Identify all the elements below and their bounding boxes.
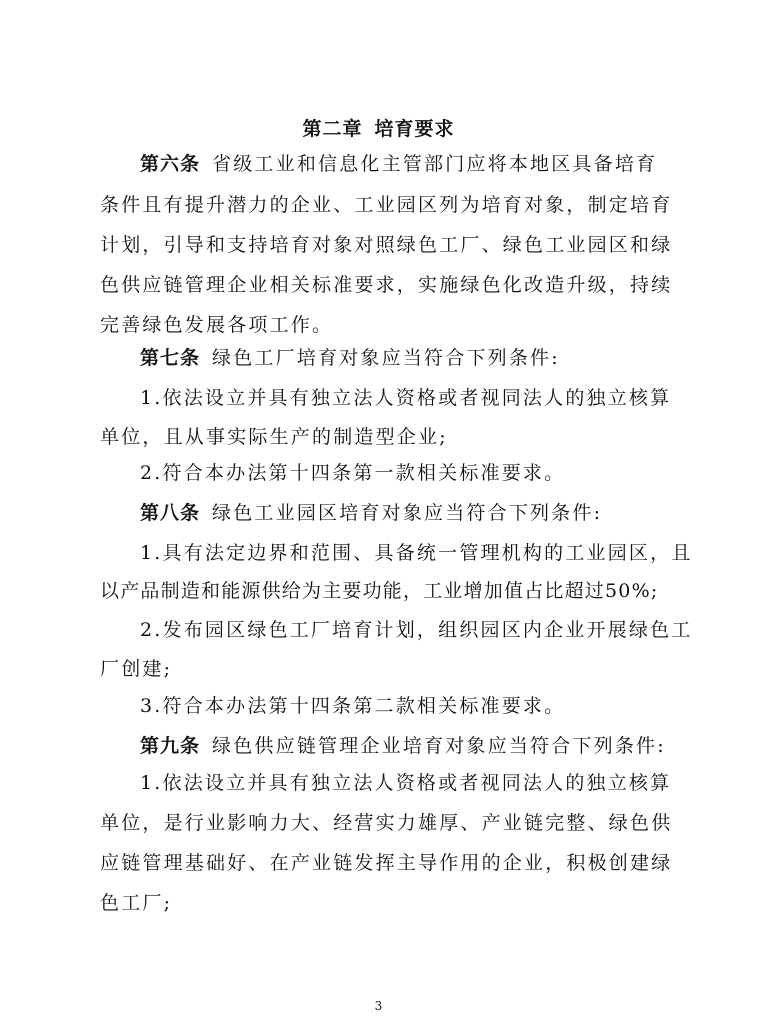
article-6-heading (140, 151, 660, 177)
article-6-line-1: 省级工业和信息化主管部门应将本地区具备培育 (212, 153, 658, 175)
article-6-line-2: 条件且有提升潜力的企业、工业园区列为培育对象，制定培育 (100, 194, 673, 216)
article-8-item-1-line-1: 1.具有法定边界和范围、具备统一管理机构的工业园区，且 (140, 542, 693, 564)
article-9-item-1-line-2: 单位，是行业影响力大、经营实力雄厚、产业链完整、绿色供 (100, 812, 673, 834)
article-9-number: 第九条 (140, 735, 201, 757)
chapter-number: 第二章 (302, 118, 363, 140)
article-8-number: 第八条 (140, 502, 201, 524)
article-8-item-2-line-1: 2.发布园区绿色工厂培育计划，组织园区内企业开展绿色工 (140, 619, 693, 641)
article-6-line-5: 完善绿色发展各项工作。 (100, 314, 334, 336)
article-6-line-3: 计划，引导和支持培育对象对照绿色工厂、绿色工业园区和绿 (100, 234, 673, 256)
article-8-item-1-line-2: 以产品制造和能源供给为主要功能，工业增加值占比超过50%; (100, 580, 659, 602)
article-7-item-1-line-1: 1.依法设立并具有独立法人资格或者视同法人的独立核算 (140, 387, 672, 409)
article-7-line-1: 绿色工厂培育对象应当符合下列条件: (212, 347, 560, 369)
chapter-name: 培育要求 (374, 118, 455, 140)
page-number: 3 (374, 999, 383, 1013)
article-8-item-3-line-1: 3.符合本办法第十四条第二款相关标准要求。 (140, 695, 566, 717)
article-7-number: 第七条 (140, 347, 201, 369)
article-7-heading (140, 345, 660, 371)
article-9-item-1-line-1: 1.依法设立并具有独立法人资格或者视同法人的独立核算 (140, 772, 672, 794)
article-9-item-1-line-4: 色工厂; (100, 892, 173, 914)
article-9-line-1: 绿色供应链管理企业培育对象应当符合下列条件: (212, 735, 666, 757)
article-7-item-1-line-2: 单位，且从事实际生产的制造型企业; (100, 426, 448, 448)
article-9-item-1-line-3: 应链管理基础好、在产业链发挥主导作用的企业，积极创建绿 (100, 852, 673, 874)
article-7-item-2-line-1: 2.符合本办法第十四条第一款相关标准要求。 (140, 462, 566, 484)
article-8-item-2-line-2: 厂创建; (100, 658, 173, 680)
article-8-heading (140, 500, 660, 526)
article-9-heading (140, 733, 666, 759)
article-8-line-1: 绿色工业园区培育对象应当符合下列条件: (212, 502, 603, 524)
article-6-number: 第六条 (140, 153, 201, 175)
article-6-line-4: 色供应链管理企业相关标准要求，实施绿色化改造升级，持续 (100, 274, 673, 296)
chapter-title (0, 116, 757, 142)
